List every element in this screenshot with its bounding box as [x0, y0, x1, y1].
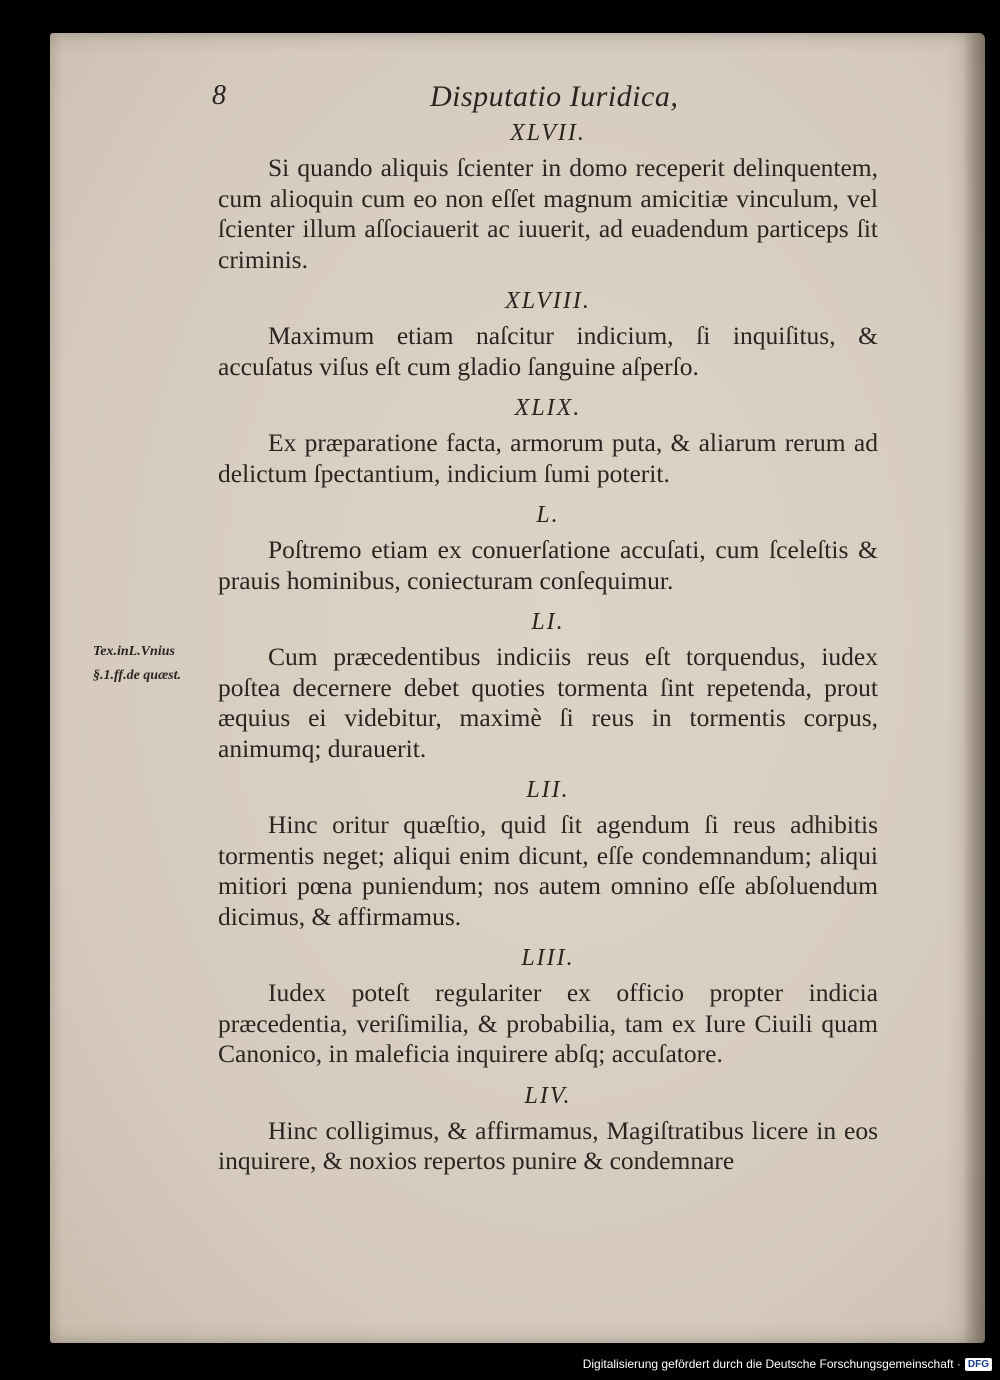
section-numeral: XLVII.	[510, 120, 586, 146]
section-paragraph: Hinc oritur quæſtio, quid ſit agendum ſi reus adhibitis tormentis neget; aliqui enim dicunt, eſſe condemnandum; aliqui mitiori pœna puniendum; nos autem omnino eſſe abſoluendum dicimus, & affirmamus.	[218, 810, 878, 931]
section-l	[218, 500, 878, 596]
running-head-text	[0, 80, 1000, 120]
margin-note	[93, 640, 223, 688]
section-numeral: LI.	[531, 609, 565, 635]
section-liv	[218, 1081, 878, 1177]
section-paragraph: Hinc colligimus, & affirmamus, Magiſtratibus licere in eos inquirere, & noxios repertos punire & condemnare	[218, 1115, 878, 1175]
section-numeral: LIV.	[524, 1082, 572, 1109]
page-number: 8	[212, 80, 226, 111]
section-numeral: L.	[536, 502, 560, 528]
section-li	[218, 607, 878, 764]
section-paragraph: Si quando aliquis ſcienter in domo receperit delinquentem, cum alioquin cum eo non eſſet magnum amicitiæ vinculum, vel ſcienter illum aſſociauerit ac iuuerit, ad euadendum particeps ſit criminis.	[218, 153, 878, 274]
margin-note-line-1: Tex.inL.Vnius	[93, 644, 175, 659]
section-paragraph: Cum præcedentibus indiciis reus eſt torquendus, iudex poſtea decernere debet quoties tormenta ſint repetenda, prout æquius ei videbitur, maximè ſi reus in tormentis corpus, animumq; durauerit.	[218, 642, 878, 763]
section-lii	[218, 775, 878, 932]
header-title: Disputatio Iuridica,	[430, 80, 679, 113]
section-xlviii	[218, 286, 878, 382]
body-text	[218, 118, 878, 1188]
page-edge-shadow	[963, 33, 985, 1343]
credit-text: Digitalisierung gefördert durch die Deutsche Forschungsgemeinschaft ·	[582, 1357, 961, 1371]
section-liii	[218, 943, 878, 1070]
section-paragraph: Iudex poteſt regulariter ex officio propter indicia præcedentia, veriſimilia, & probabilia, tam ex Iure Ciuili quam Canonico, in maleficia inquirere abſq; accuſatore.	[218, 978, 878, 1068]
section-paragraph: Poſtremo etiam ex conuerſatione accuſati, cum ſceleſtis & prauis hominibus, coniecturam conſequimur.	[218, 535, 878, 595]
margin-note-line-2: §.1.ff.de quæst.	[93, 668, 182, 683]
section-numeral: XLVIII.	[505, 288, 591, 314]
section-xlvii	[218, 118, 878, 275]
section-numeral: LII.	[526, 777, 570, 803]
section-xlix	[218, 393, 878, 489]
dfg-logo-icon: DFG	[965, 1358, 992, 1371]
section-paragraph: Ex præparatione facta, armorum puta, & aliarum rerum ad delictum ſpectantium, indicium ſumi poterit.	[218, 428, 878, 488]
digitization-credit	[583, 1357, 992, 1371]
section-numeral: LIII.	[521, 945, 575, 971]
section-paragraph: Maximum etiam naſcitur indicium, ſi inquiſitus, & accuſatus viſus eſt cum gladio ſanguine aſperſo.	[218, 321, 878, 381]
section-numeral: XLIX.	[514, 395, 582, 421]
